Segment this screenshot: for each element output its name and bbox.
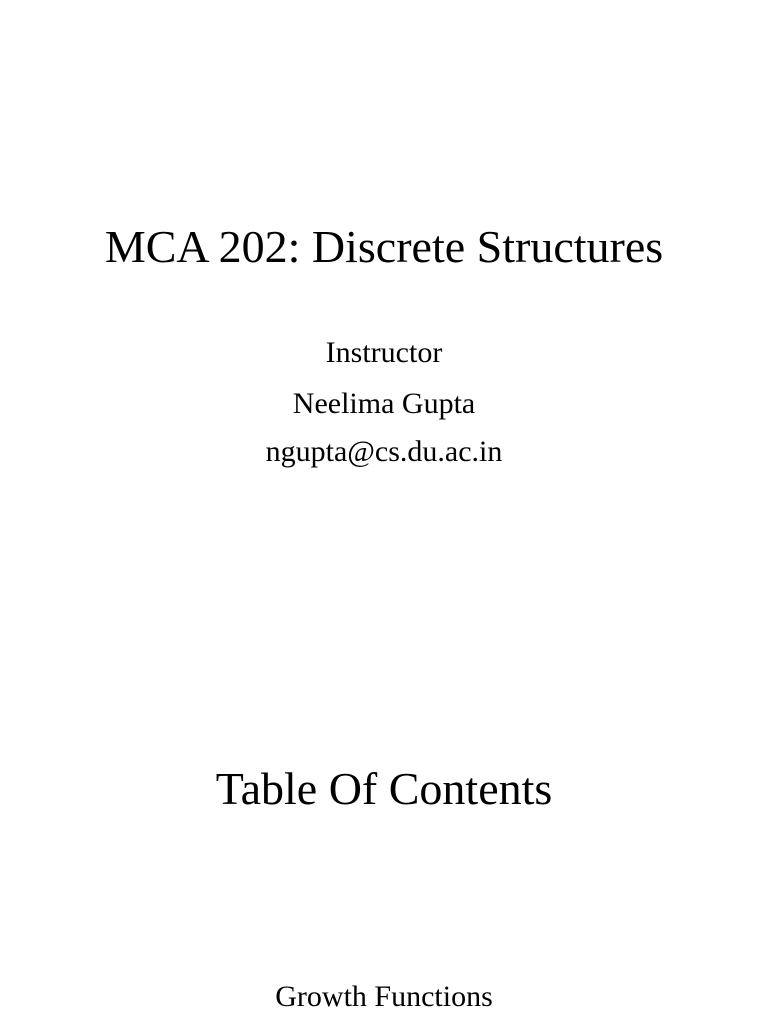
course-title: MCA 202: Discrete Structures — [104, 221, 664, 272]
toc-heading: Table Of Contents — [215, 763, 553, 814]
toc-item: Growth Functions — [275, 980, 493, 1013]
instructor-email: ngupta@cs.du.ac.in — [265, 435, 503, 468]
instructor-label: Instructor — [325, 336, 443, 369]
instructor-name: Neelima Gupta — [292, 387, 476, 420]
